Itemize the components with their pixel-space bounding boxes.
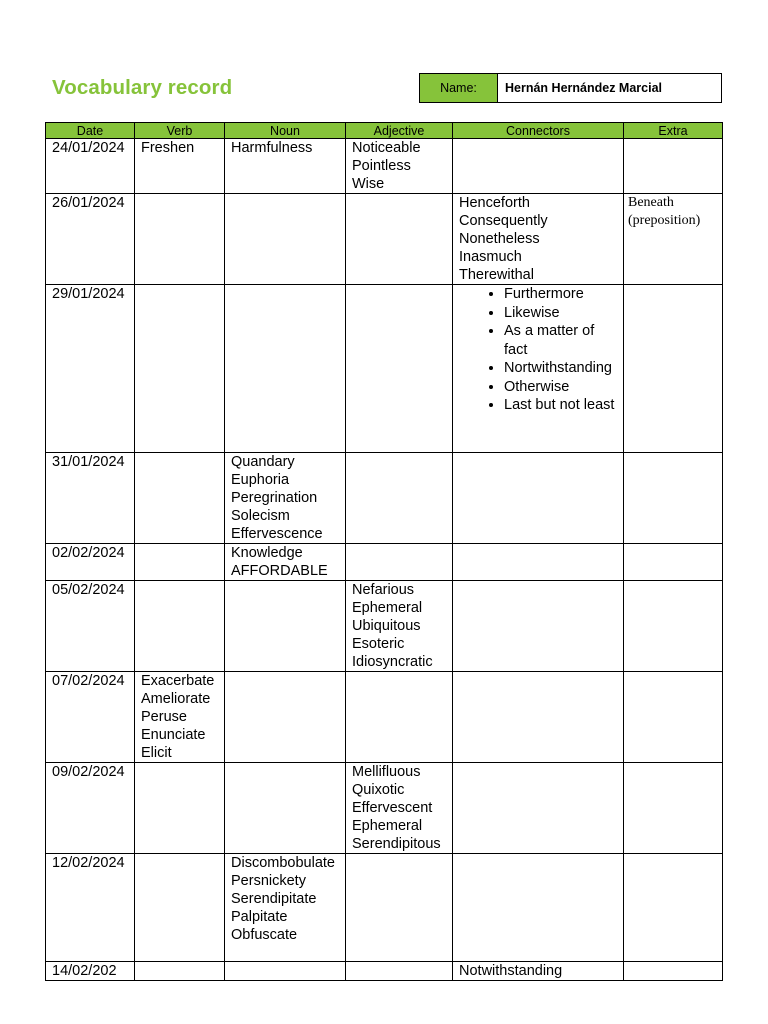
adjective-word: Noticeable: [352, 140, 421, 156]
adjective-cell: [346, 285, 453, 453]
noun-cell: [225, 544, 346, 581]
table-header-row: [46, 123, 723, 139]
date-cell: 05/02/2024: [46, 581, 135, 672]
noun-word: Serendipitate: [231, 891, 317, 907]
verb-word: Freshen: [141, 140, 195, 156]
name-value: Hernán Hernández Marcial: [505, 81, 662, 95]
noun-word: Knowledge: [231, 545, 303, 561]
extra-cell: [624, 139, 723, 194]
connectors-cell: [453, 763, 624, 854]
adjective-cell: [346, 672, 453, 763]
adjective-word: Esoteric: [352, 636, 405, 652]
adjective-cell: [346, 453, 453, 544]
adjective-word: Effervescent: [352, 800, 433, 816]
adjective-cell: [346, 544, 453, 581]
adjective-word: Quixotic: [352, 782, 405, 798]
extra-cell: [624, 854, 723, 962]
connector-word: Therewithal: [459, 267, 534, 283]
verb-cell: [135, 672, 225, 763]
noun-word: Effervescence: [231, 526, 323, 542]
noun-cell: [225, 672, 346, 763]
adjective-word: Mellifluous: [352, 764, 421, 780]
connector-list-item: • Otherwise: [504, 378, 619, 397]
adjective-cell: [346, 194, 453, 285]
connector-list-item: • Furthermore: [504, 285, 619, 304]
date-cell: 31/01/2024: [46, 453, 135, 544]
noun-cell: [225, 139, 346, 194]
table-row: [46, 962, 723, 981]
extra-cell: [624, 581, 723, 672]
page-title: Vocabulary record: [52, 76, 233, 99]
verb-word: Exacerbate: [141, 673, 215, 689]
noun-word: Obfuscate: [231, 927, 298, 943]
verb-cell: [135, 194, 225, 285]
verb-cell: [135, 139, 225, 194]
table-row: [46, 854, 723, 962]
date-cell: 12/02/2024: [46, 854, 135, 962]
date-cell: 09/02/2024: [46, 763, 135, 854]
verb-cell: [135, 962, 225, 981]
extra-cell: [624, 672, 723, 763]
date-cell: 26/01/2024: [46, 194, 135, 285]
noun-word: Harmfulness: [231, 140, 313, 156]
date-cell: 29/01/2024: [46, 285, 135, 453]
connectors-cell: [453, 139, 624, 194]
verb-word: Ameliorate: [141, 691, 211, 707]
name-box: [419, 73, 722, 103]
noun-cell: [225, 581, 346, 672]
date-cell: 07/02/2024: [46, 672, 135, 763]
connector-word: Henceforth: [459, 195, 530, 211]
verb-cell: [135, 544, 225, 581]
adjective-word: Nefarious: [352, 582, 415, 598]
adjective-word: Ubiquitous: [352, 618, 421, 634]
extra-cell: [624, 962, 723, 981]
verb-cell: [135, 854, 225, 962]
table-row: [46, 139, 723, 194]
noun-cell: [225, 854, 346, 962]
connector-word: Nonetheless: [459, 231, 540, 247]
noun-cell: [225, 453, 346, 544]
column-header-adjective: Adjective: [346, 123, 453, 139]
table-row: [46, 194, 723, 285]
adjective-word: Serendipitous: [352, 836, 441, 852]
table-row: [46, 544, 723, 581]
noun-word: Persnickety: [231, 873, 306, 889]
noun-word: Solecism: [231, 508, 290, 524]
noun-word: Quandary: [231, 454, 295, 470]
connectors-cell: [453, 544, 624, 581]
column-header-noun: Noun: [225, 123, 346, 139]
verb-word: Elicit: [141, 745, 172, 761]
column-header-verb: Verb: [135, 123, 225, 139]
adjective-cell: [346, 854, 453, 962]
name-label: Name:: [420, 74, 498, 102]
adjective-cell: [346, 763, 453, 854]
verb-cell: [135, 453, 225, 544]
verb-cell: [135, 285, 225, 453]
vocabulary-table: [45, 122, 723, 981]
noun-cell: [225, 763, 346, 854]
connector-word: Consequently: [459, 213, 548, 229]
adjective-cell: [346, 581, 453, 672]
date-cell: 24/01/2024: [46, 139, 135, 194]
extra-note: Beneath (preposition): [628, 195, 701, 228]
column-header-extra: Extra: [624, 123, 723, 139]
connectors-cell: [453, 285, 624, 453]
adjective-word: Wise: [352, 176, 385, 192]
noun-word: Discombobulate: [231, 855, 335, 871]
adjective-cell: [346, 962, 453, 981]
connectors-cell: [453, 962, 624, 981]
connectors-cell: [453, 453, 624, 544]
connector-word: Inasmuch: [459, 249, 522, 265]
connector-list-item: • Likewise: [504, 304, 619, 323]
noun-word: AFFORDABLE: [231, 563, 328, 579]
table-row: [46, 672, 723, 763]
table-row: [46, 763, 723, 854]
extra-cell: [624, 285, 723, 453]
verb-word: Enunciate: [141, 727, 206, 743]
verb-cell: [135, 763, 225, 854]
verb-word: Peruse: [141, 709, 187, 725]
date-cell: 02/02/2024: [46, 544, 135, 581]
column-header-date: Date: [46, 123, 135, 139]
connector-list-item: • Last but not least: [504, 396, 619, 415]
connectors-cell: [453, 854, 624, 962]
table-row: [46, 453, 723, 544]
connector-word: Notwithstanding: [459, 963, 563, 979]
connector-list-item: • As a matter of fact: [504, 322, 619, 359]
connectors-list: [459, 285, 619, 415]
connectors-cell: [453, 581, 624, 672]
noun-cell: [225, 285, 346, 453]
extra-cell: [624, 194, 723, 285]
noun-word: Peregrination: [231, 490, 318, 506]
table-row: [46, 581, 723, 672]
verb-cell: [135, 581, 225, 672]
column-header-connectors: Connectors: [453, 123, 624, 139]
extra-cell: [624, 453, 723, 544]
adjective-word: Idiosyncratic: [352, 654, 433, 670]
noun-word: Palpitate: [231, 909, 288, 925]
adjective-cell: [346, 139, 453, 194]
date-cell: 14/02/202: [46, 962, 135, 981]
noun-cell: [225, 194, 346, 285]
noun-cell: [225, 962, 346, 981]
connector-list-item: • Nortwithstanding: [504, 359, 619, 378]
connectors-cell: [453, 194, 624, 285]
connectors-cell: [453, 672, 624, 763]
extra-cell: [624, 544, 723, 581]
adjective-word: Ephemeral: [352, 818, 423, 834]
table-row: [46, 285, 723, 453]
adjective-word: Pointless: [352, 158, 411, 174]
extra-cell: [624, 763, 723, 854]
table-body: [46, 139, 723, 981]
noun-word: Euphoria: [231, 472, 290, 488]
adjective-word: Ephemeral: [352, 600, 423, 616]
